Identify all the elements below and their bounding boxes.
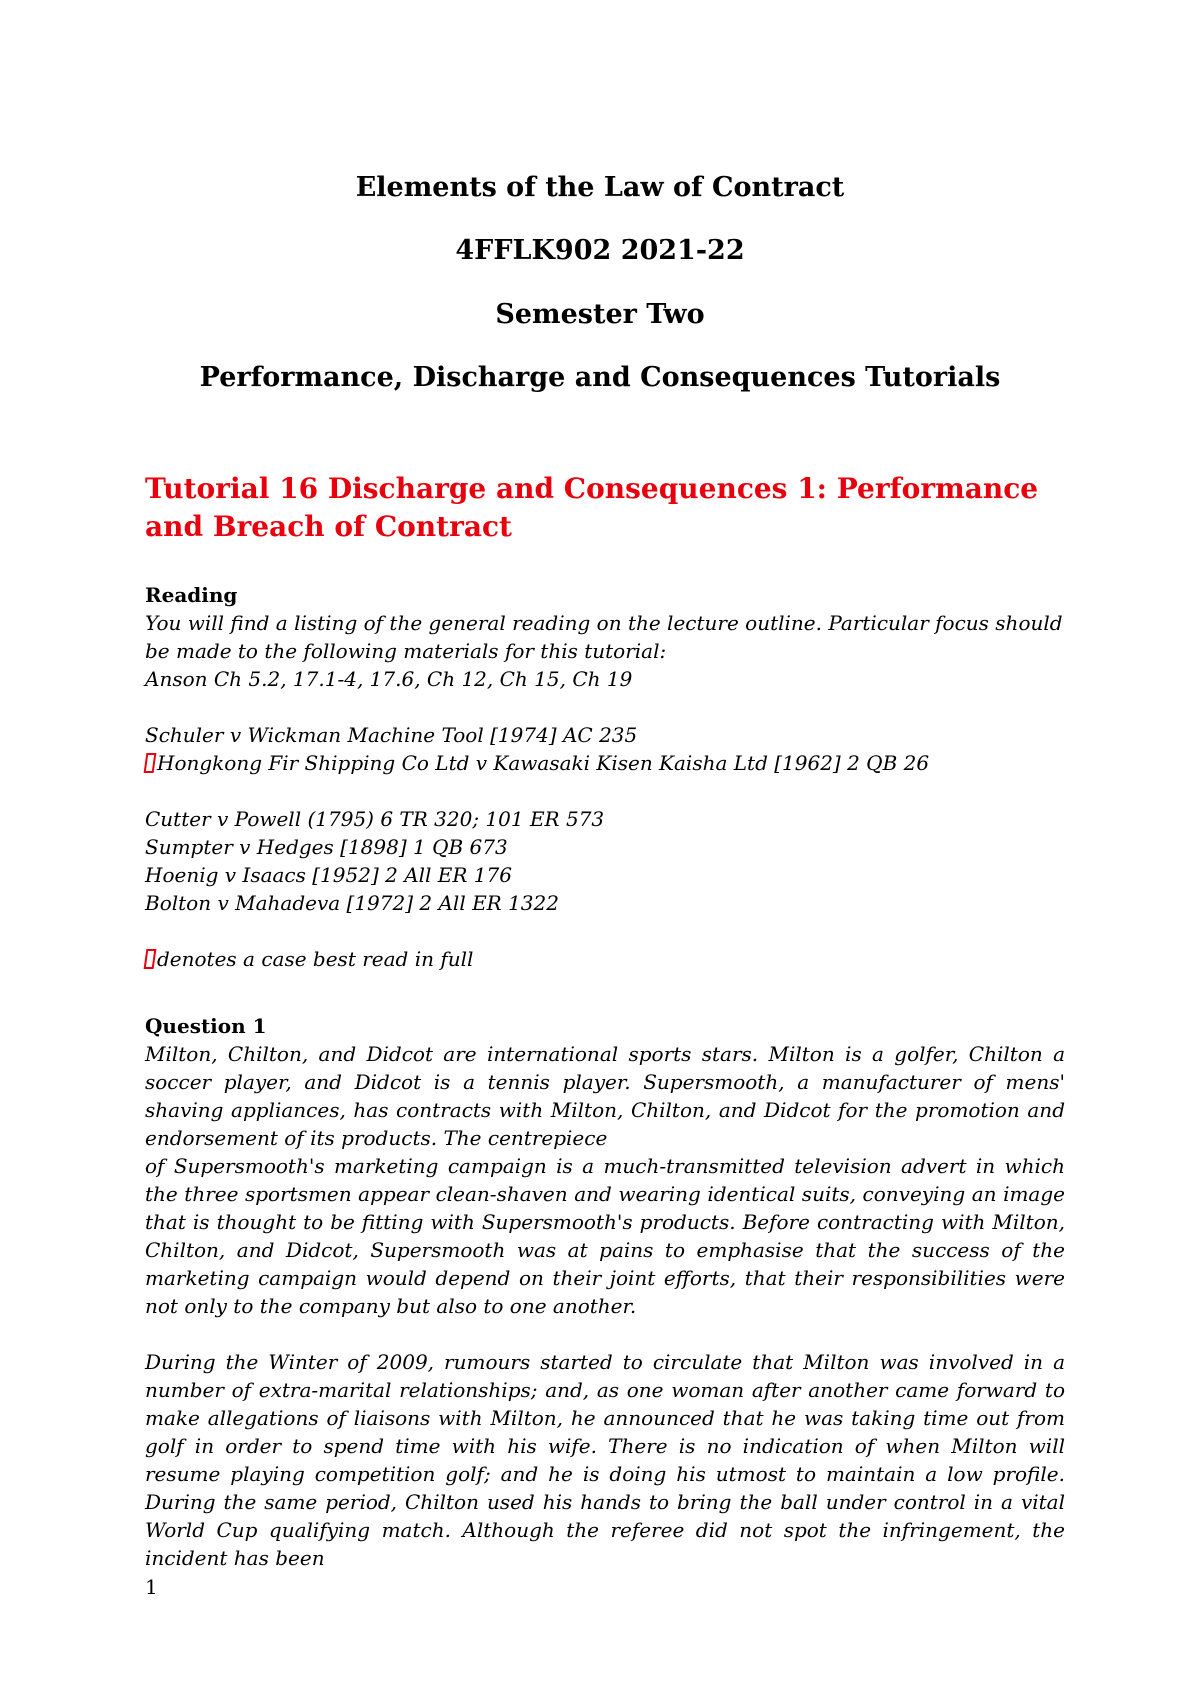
reading-anson: Anson Ch 5.2, 17.1-4, 17.6, Ch 12, Ch 15, Ch 19: [145, 667, 633, 691]
reading-intro: You will find a listing of the general reading on the lecture outline. Particular focus should be made to the following materials for this tutorial:: [145, 611, 1063, 663]
reading-section: [145, 581, 1065, 973]
tutorial-heading: Tutorial 16 Discharge and Consequences 1: Performance and Breach of Contract: [145, 472, 1039, 543]
case-item: Sumpter v Hedges [1898] 1 QB 673: [145, 835, 508, 859]
reading-heading: Reading: [145, 583, 238, 607]
case-item: Bolton v Mahadeva [1972] 2 All ER 1322: [145, 891, 559, 915]
question-1-heading: Question 1: [145, 1014, 267, 1038]
case-item-text: Hongkong Fir Shipping Co Ltd v Kawasaki Kisen Kaisha Ltd [1962] 2 QB 26: [157, 751, 930, 775]
marker-legend-text: denotes a case best read in full: [157, 947, 474, 971]
full-read-marker-icon: [144, 753, 157, 773]
question-1-section: [145, 1012, 1065, 1572]
marker-legend: [145, 945, 1065, 973]
semester-label: Semester Two: [495, 299, 705, 330]
course-title: Elements of the Law of Contract: [355, 172, 845, 203]
case-item: Cutter v Powell (1795) 6 TR 320; 101 ER 573: [145, 807, 605, 831]
case-item-marked: [145, 749, 1065, 777]
course-code: 4FFLK902 2021-22: [455, 235, 745, 266]
series-title: Performance, Discharge and Consequences Tutorials: [199, 362, 1001, 393]
full-read-marker-icon: [144, 949, 157, 969]
question-1-paragraph-2: During the Winter of 2009, rumours started to circulate that Milton was involved in a number of extra-marital relationships; and, as one woman after another came forward to make allegations of liaisons with Milton, he announced that he was taking time out from golf in order to spend time with his wife. There is no indication of when Milton will resume playing competition golf; and he is doing his utmost to maintain a low profile. During the same period, Chilton used his hands to bring the ball under control in a vital World Cup qualifying match. Although the referee did not spot the infringement, the incident has been: [145, 1350, 1065, 1570]
page-number: 1: [145, 1575, 158, 1599]
question-1-paragraph-1b: of Supersmooth's marketing campaign is a much-transmitted television advert in which the three sportsmen appear clean-shaven and wearing identical suits, conveying an image that is thought to be fitting with Supersmooth's products. Before contracting with Milton, Chilton, and Didcot, Supersmooth was at pains to emphasise that the success of the marketing campaign would depend on their joint efforts, that their responsibilities were not only to the company but also to one another.: [145, 1154, 1065, 1318]
case-item: Hoenig v Isaacs [1952] 2 All ER 176: [145, 863, 512, 887]
question-1-paragraph-1a: Milton, Chilton, and Didcot are international sports stars. Milton is a golfer, Chilton a soccer player, and Didcot is a tennis player. Supersmooth, a manufacturer of mens' shaving appliances, has contracts with Milton, Chilton, and Didcot for the promotion and endorsement of its products. The centrepiece: [145, 1042, 1065, 1150]
case-item: Schuler v Wickman Machine Tool [1974] AC 235: [145, 723, 638, 747]
